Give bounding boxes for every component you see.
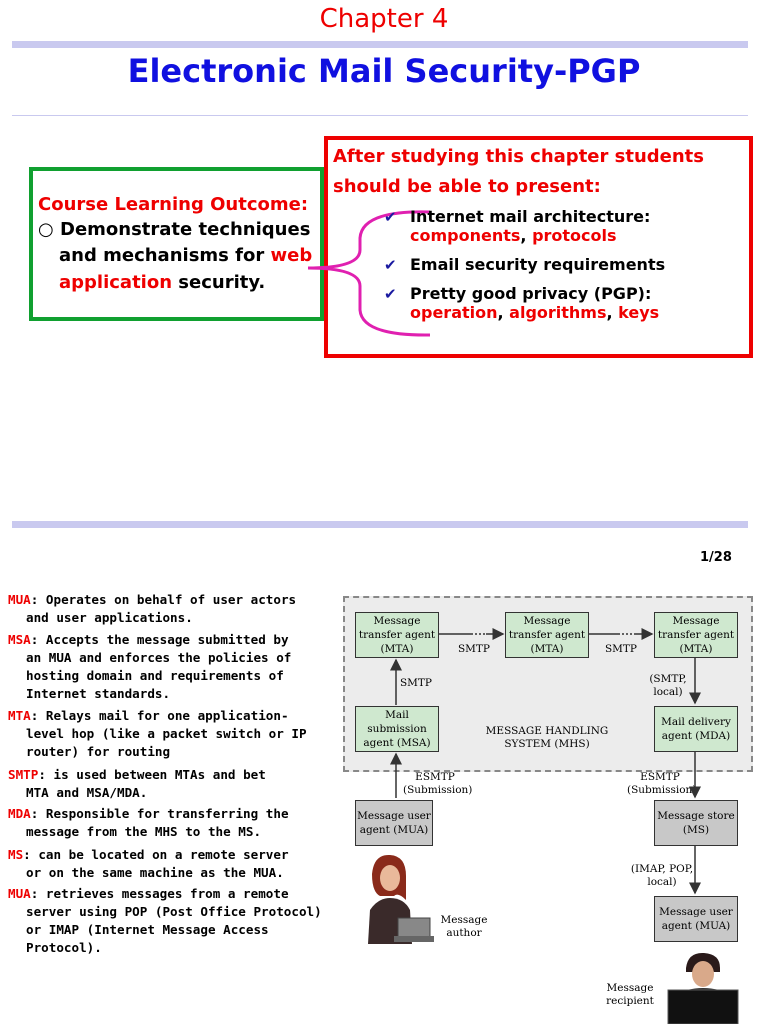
recipient-label: Message recipient (606, 982, 654, 1007)
check-icon: ✔ (384, 208, 397, 226)
definition-smtp: SMTP: is used between MTAs and bet MTA and MSA/MDA. (8, 767, 266, 800)
esmtp-label-left: ESMTP (Submission) (403, 771, 473, 796)
objective-1: Internet mail architecture: (410, 207, 651, 226)
title-divider (12, 115, 748, 116)
objectives-intro-1: After studying this chapter students (333, 146, 705, 167)
definition-msa: MSA: Accepts the message submitted by an MUA and enforces the policies of hosting domain and requirements of Internet standards. (8, 632, 292, 701)
objective-3-sub: operation, algorithms, keys (410, 303, 660, 322)
objectives-intro-2: should be able to present: (333, 176, 601, 197)
mta-box-2: Message transfer agent (MTA) (505, 612, 589, 658)
clo-bullet: ○ (38, 219, 54, 240)
ms-box: Message store (MS) (654, 800, 738, 846)
definition-mua-retrieve: MUA: retrieves messages from a remote server using POP (Post Office Protocol) or IMAP (Internet Message Access Protocol). (8, 886, 322, 955)
smtp-label-2: SMTP (604, 643, 637, 655)
objective-3: Pretty good privacy (PGP): (410, 284, 652, 303)
recipient-figure (664, 950, 744, 1024)
objective-2: Email security requirements (410, 255, 666, 274)
imap-label: (IMAP, POP, local) (630, 863, 694, 888)
mda-box: Mail delivery agent (MDA) (654, 706, 738, 752)
definition-mta: MTA: Relays mail for one application- level hop (like a packet switch or IP router) for routing (8, 708, 307, 759)
definition-mua: MUA: Operates on behalf of user actors and user applications. (8, 592, 297, 625)
slide-title: Electronic Mail Security-PGP (127, 52, 641, 90)
chapter-label: Chapter 4 (319, 4, 449, 34)
clo-box (29, 167, 324, 321)
check-icon: ✔ (384, 285, 397, 303)
mta-box-3: Message transfer agent (MTA) (654, 612, 738, 658)
top-divider (12, 41, 748, 48)
clo-line-2: and mechanisms for web (59, 245, 313, 266)
clo-line-3: application security. (59, 272, 266, 293)
esmtp-label-right: ESMTP (Submission) (627, 771, 697, 796)
mhs-label: MESSAGE HANDLING SYSTEM (MHS) (485, 725, 609, 750)
bottom-divider (12, 521, 748, 528)
author-figure (358, 852, 434, 944)
clo-line-1: ○ Demonstrate techniques (38, 219, 311, 240)
clo-heading: Course Learning Outcome: (38, 194, 309, 215)
author-label: Message author (440, 914, 488, 939)
mua-author-box: Message user agent (MUA) (355, 800, 433, 846)
smtp-label-1: SMTP (457, 643, 490, 655)
check-icon: ✔ (384, 256, 397, 274)
smtp-label-up: SMTP (399, 677, 432, 689)
definition-mda: MDA: Responsible for transferring the message from the MHS to the MS. (8, 806, 289, 839)
objective-1-sub: components, protocols (410, 226, 617, 245)
smtp-local-label: (SMTP, local) (649, 673, 687, 698)
mta-box-1: Message transfer agent (MTA) (355, 612, 439, 658)
definition-ms: MS: can be located on a remote server or on the same machine as the MUA. (8, 847, 289, 880)
mua-recipient-box: Message user agent (MUA) (654, 896, 738, 942)
page-number: 1/28 (700, 550, 732, 565)
msa-box: Mail submission agent (MSA) (355, 706, 439, 752)
